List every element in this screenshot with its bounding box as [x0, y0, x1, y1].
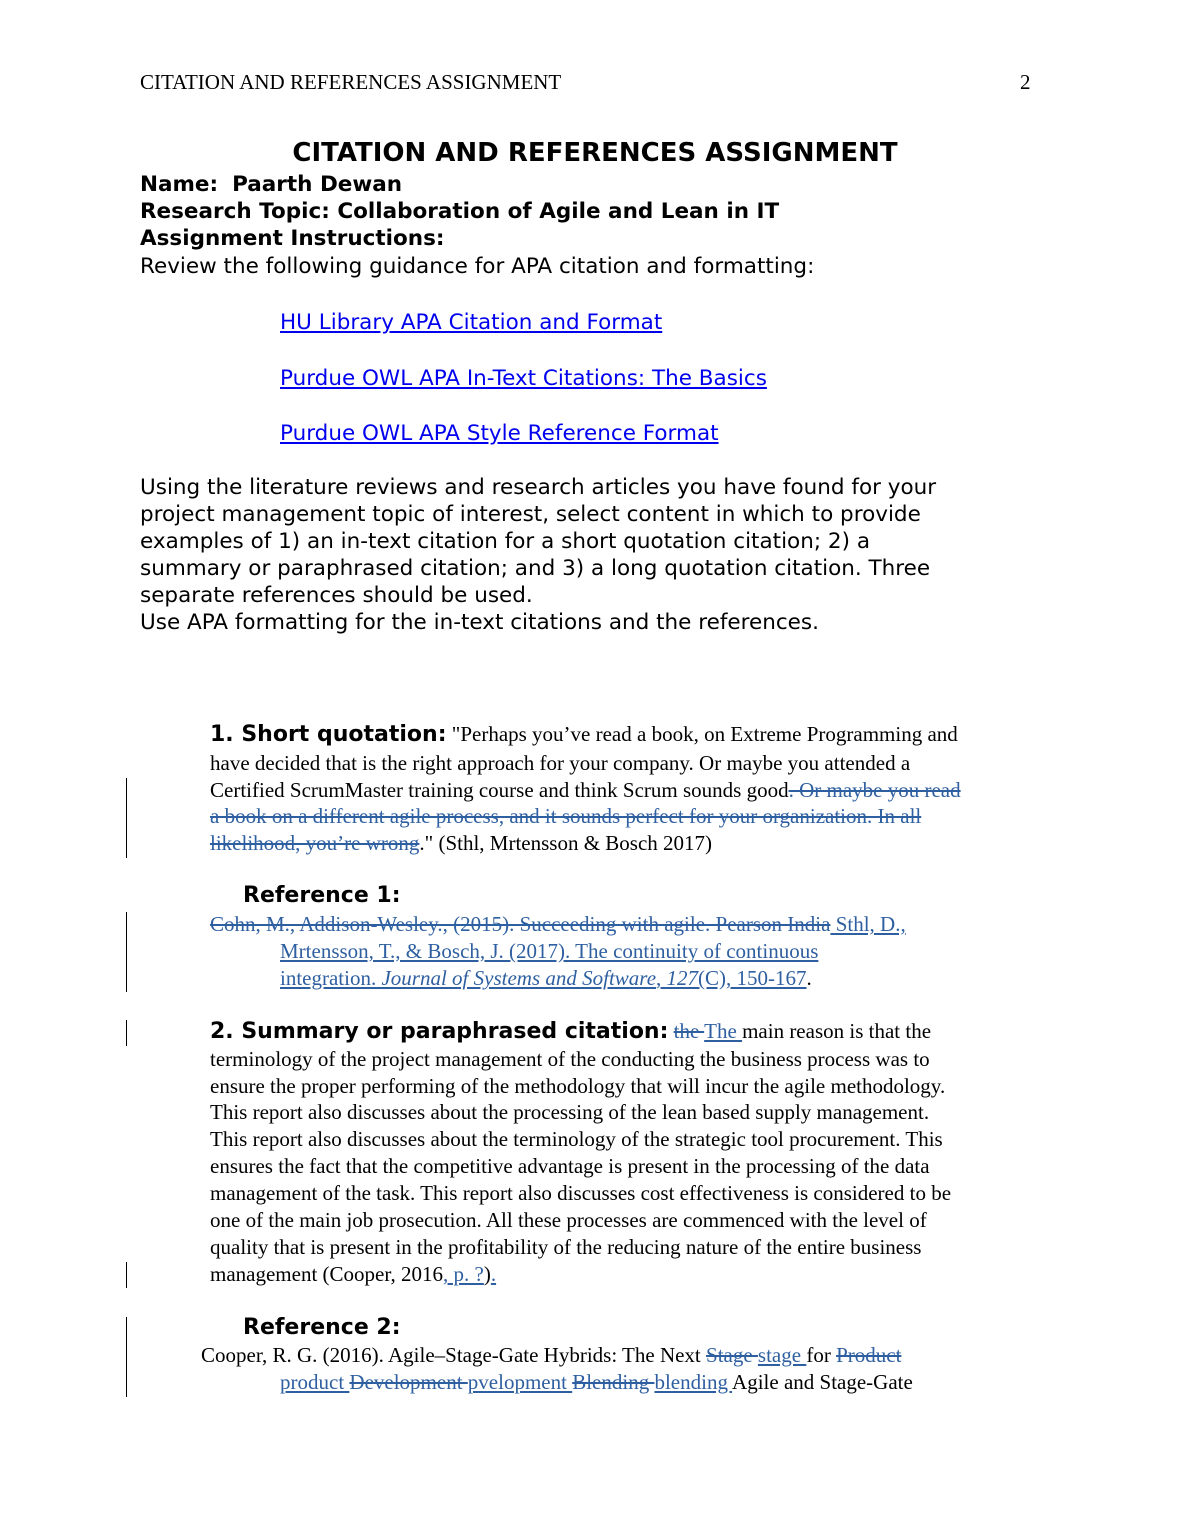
inserted-text: , [656, 966, 667, 990]
short-quote-text: Certified ScrumMaster training course and think Scrum sounds good [210, 778, 789, 802]
inserted-text: The [704, 1019, 743, 1043]
instructions-line: examples of 1) an in-text citation for a short quotation citation; 2) a [140, 529, 870, 554]
instructions-line: summary or paraphrased citation; and 3) a long quotation citation. Three [140, 556, 931, 581]
summary-line: This report also discusses about the terminology of the strategic tool procurement. This [210, 1127, 943, 1151]
summary-line: terminology of the project management of the conducting the business process was to [210, 1047, 930, 1071]
deleted-text: Blending [572, 1370, 655, 1394]
page-number: 2 [1020, 70, 1031, 94]
name-line [140, 172, 402, 197]
reference-1-line [280, 966, 812, 991]
link-purdue-intext[interactable]: Purdue OWL APA In-Text Citations: The Basics [280, 366, 767, 391]
instructions-line: project management topic of interest, select content in which to provide [140, 502, 921, 527]
summary-line: ensures the fact that the competitive advantage is present in the processing of the data [210, 1154, 930, 1178]
change-bar [126, 1020, 127, 1046]
short-quote-line: have decided that is the right approach for your company. Or maybe you attended a [210, 751, 911, 775]
review-line: Review the following guidance for APA citation and formatting: [140, 254, 815, 279]
short-quote-line [210, 722, 958, 747]
deleted-text: Cohn, M., Addison-Wesley., (2015). Succeeding with agile. Pearson India [210, 912, 831, 936]
summary-paren: ) [483, 1262, 491, 1286]
inserted-text: pvelopment [467, 1370, 573, 1394]
inserted-text: Mrtensson, T., & Bosch, J. (2017). The continuity of continuous [280, 939, 819, 963]
deleted-text: likelihood, you’re wrong [210, 831, 420, 855]
deleted-text: Stage [706, 1343, 758, 1367]
running-head: CITATION AND REFERENCES ASSIGNMENT [140, 70, 562, 94]
deleted-text: Development [349, 1370, 468, 1394]
change-bar [126, 778, 127, 858]
deleted-text: Product [836, 1343, 902, 1367]
research-topic: Research Topic: Collaboration of Agile and Lean in IT [140, 199, 780, 224]
journal-volume: 127 [666, 966, 699, 990]
summary-line: management of the task. This report also discusses cost effectiveness is considered to be [210, 1181, 952, 1205]
summary-line: ensure the proper performing of the methodology that will incur the agile methodology. [210, 1074, 946, 1098]
summary-text: management (Cooper, 2016 [210, 1262, 444, 1286]
instructions-line: Using the literature reviews and research articles you have found for your [140, 475, 937, 500]
reference-2-text: Agile and Stage-Gate [732, 1370, 913, 1394]
deleted-text: a book on a different agile process, and it sounds perfect for your organization. In all [210, 804, 922, 828]
reference-2-line [201, 1343, 901, 1368]
change-bar [126, 912, 127, 992]
document-title: CITATION AND REFERENCES ASSIGNMENT [292, 138, 898, 168]
instructions-heading: Assignment Instructions: [140, 226, 445, 251]
reference-1-period: . [806, 966, 812, 990]
link-purdue-reference[interactable]: Purdue OWL APA Style Reference Format [280, 421, 719, 446]
inserted-text: integration. [280, 966, 382, 990]
reference-1-heading: Reference 1: [243, 883, 401, 908]
summary-line: one of the main job prosecution. All these processes are commenced with the level of [210, 1208, 927, 1232]
short-quote-line [210, 778, 961, 803]
reference-2-text: for [806, 1343, 837, 1367]
change-bar [126, 1262, 127, 1288]
reference-1-line [210, 912, 906, 937]
apa-line: Use APA formatting for the in-text citations and the references. [140, 610, 819, 635]
deleted-text: . Or maybe you read [788, 778, 961, 802]
inserted-text: . [490, 1262, 497, 1286]
summary-line: quality that is present in the profitability of the reducing nature of the entire business [210, 1235, 922, 1259]
deleted-text: the [673, 1019, 705, 1043]
reference-2-line [280, 1370, 913, 1395]
link-hu-library[interactable]: HU Library APA Citation and Format [280, 310, 663, 335]
inserted-text: product [280, 1370, 350, 1394]
inserted-text: blending [654, 1370, 733, 1394]
short-quote-citation: ." (Sthl, Mrtensson & Bosch 2017) [419, 831, 713, 855]
inserted-text: stage [757, 1343, 807, 1367]
short-quote-text: "Perhaps you’ve read a book, on Extreme Programming and [451, 722, 958, 746]
inserted-text: (C), 150-167 [698, 966, 807, 990]
short-quote-line [210, 804, 921, 829]
inserted-text: Sthl, D., [830, 912, 906, 936]
summary-line: This report also discusses about the processing of the lean based supply management. [210, 1100, 930, 1124]
name-value: Paarth Dewan [232, 172, 403, 197]
summary-line [210, 1262, 496, 1287]
summary-label: 2. Summary or paraphrased citation: [210, 1019, 669, 1044]
journal-title: Journal of Systems and Software [381, 966, 657, 990]
name-label: Name: [140, 172, 219, 197]
summary-line [210, 1019, 931, 1044]
short-quote-line [210, 831, 712, 856]
reference-1-line [280, 939, 818, 964]
instructions-line: separate references should be used. [140, 583, 533, 608]
reference-2-heading: Reference 2: [243, 1315, 401, 1340]
summary-text: main reason is that the [742, 1019, 932, 1043]
inserted-text: , p. ? [443, 1262, 484, 1286]
short-quote-label: 1. Short quotation: [210, 722, 447, 747]
reference-2-text: Cooper, R. G. (2016). Agile–Stage-Gate Hybrids: The Next [201, 1343, 707, 1367]
change-bar [126, 1317, 127, 1397]
